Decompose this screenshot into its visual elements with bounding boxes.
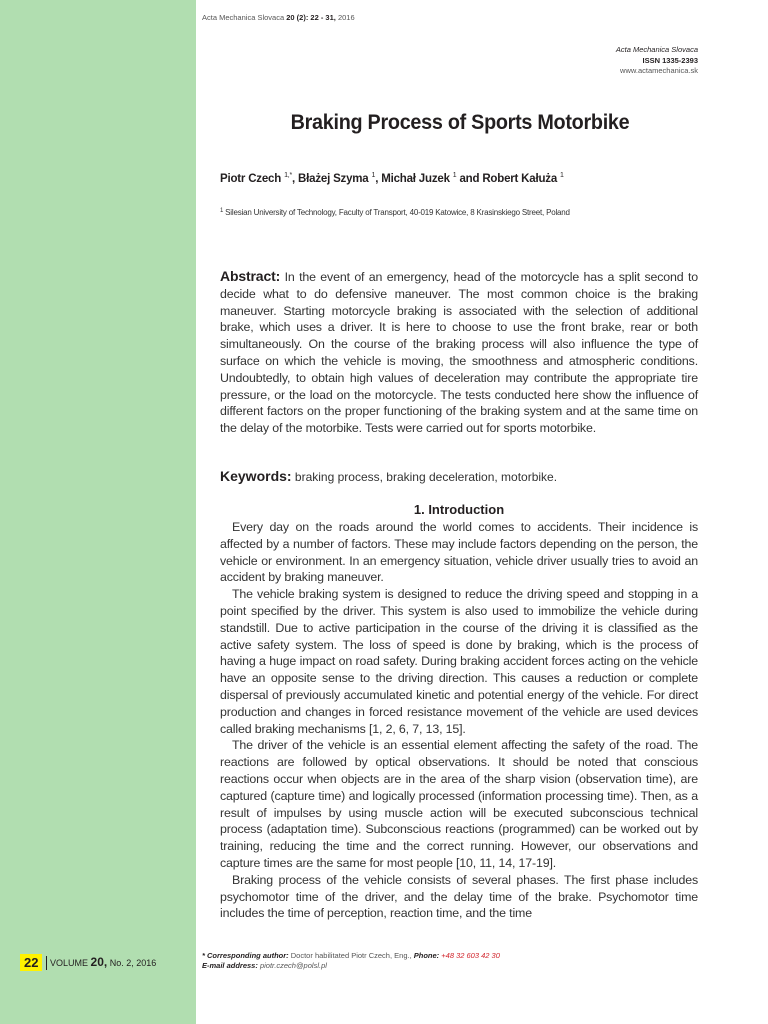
journal-issn: ISSN 1335-2393: [642, 55, 698, 65]
email-link[interactable]: piotr.czech@polsl.pl: [259, 961, 327, 970]
author-name: Błażej Szyma: [298, 173, 369, 185]
journal-info: [616, 45, 698, 77]
author-sup: 1: [560, 172, 564, 179]
volume-label: VOLUME 20, No. 2, 2016: [46, 956, 156, 970]
keywords-heading: Keywords:: [220, 468, 292, 484]
abstract-text: In the event of an emergency, head of the motorcycle has a split second to decide what to do defensive maneuver. The most common choice is the braking maneuver. Starting motorcycle braking is associated with the selection of additional brake, which uses a driver. It is here to choose to use the front brake, rear or both simultaneously. On the course of the braking process will also influence the type of surface on which the vehicle is moving, the smoothness and atmospheric conditions. Undoubtedly, to obtain high values of deceleration may contribute the appropriate tire pressure, or the load on the motorcycle. The tests conducted here show the influence of different factors on the proper functioning of the braking system and at the same time on the delay of the motorbike. Tests were carried out for sports motorbike.: [220, 270, 698, 436]
body-paragraph: Every day on the roads around the world comes to accidents. Their incidence is affected by a number of factors. These may include factors depending on the person, the vehicle or environment. In an emergency situation, vehicle driver usually tries to avoid an accident by braking maneuver.: [220, 520, 698, 585]
author-list: Piotr Czech $^{1,*}$, Błażej Szyma $^1$, Michał Juzek $^1$ and Robert Kałuża $^1$: [220, 172, 564, 185]
affiliation: $^1$ Silesian University of Technology, Faculty of Transport, 40-019 Katowice, 8 Krasinskiego Street, Poland: [220, 208, 570, 217]
phone-number: +48 32 603 42 30: [441, 951, 500, 960]
article-title: Braking Process of Sports Motorbike: [290, 110, 630, 134]
author-name: Robert Kałuża: [482, 173, 558, 185]
abstract: [220, 268, 698, 437]
author-sup: 1,*: [284, 172, 293, 179]
body-paragraph: The driver of the vehicle is an essential element affecting the safety of the road. The reactions are followed by optical observations. It should be noted that conscious reactions occur when objects are in the area of the sharp vision (observation time), are captured (capture time) and logically processed (information processing time). Then, as a result of impulses by using muscle action will be executed subconscious technical process (adaptation time). Subconscious reactions (programmed) can be worked out by training, reducing the time and the correct running. However, our observations and capture times are the same for most people [10, 11, 14, 17-19].: [220, 738, 698, 870]
corresponding-author-footnote: * Corresponding author: Doctor habilitated Piotr Czech, Eng., Phone: +48 32 603 42 30 E-mail address: piotr.czech@polsl.pl: [202, 951, 500, 970]
introduction-body: [220, 519, 698, 922]
author-name: Michał Juzek: [381, 173, 450, 185]
journal-url[interactable]: www.actamechanica.sk: [620, 66, 698, 75]
running-citation: Acta Mechanica Slovaca 20 (2): 22 - 31, 2016: [202, 13, 355, 22]
keywords: [220, 468, 698, 484]
author-name: Piotr Czech: [220, 173, 282, 185]
body-paragraph: Braking process of the vehicle consists of several phases. The first phase includes psychomotor time of the driver, and the delay time of the brake. Psychomotor time includes the time of perception, reaction time, and the time: [220, 872, 698, 921]
body-paragraph: The vehicle braking system is designed to reduce the driving speed and stopping in a point specified by the driver. This system is also used to immobilize the vehicle during standstill. Due to active participation in the course of the driving it is classified as the active safety system. The loss of speed is done by braking, which is the process of having a huge impact on road safety. During braking accident forces acting on the vehicle have an opposite sense to the driving direction. This causes a reduction or complete dispersal of previously accumulated kinetic and potential energy of the vehicle. For direct production and changes in forced resistance movement of the vehicle are used devices called braking mechanisms [1, 2, 6, 7, 13, 15].: [220, 587, 698, 736]
author-sup: 1: [371, 172, 376, 179]
section-heading-introduction: 1. Introduction: [413, 502, 505, 517]
keywords-text: braking process, braking deceleration, motorbike.: [294, 470, 558, 484]
abstract-heading: Abstract:: [220, 268, 281, 284]
side-color-band: [0, 0, 196, 1024]
journal-name: Acta Mechanica Slovaca: [615, 45, 698, 54]
author-sup: 1: [452, 172, 457, 179]
page-number: 22: [20, 954, 42, 971]
